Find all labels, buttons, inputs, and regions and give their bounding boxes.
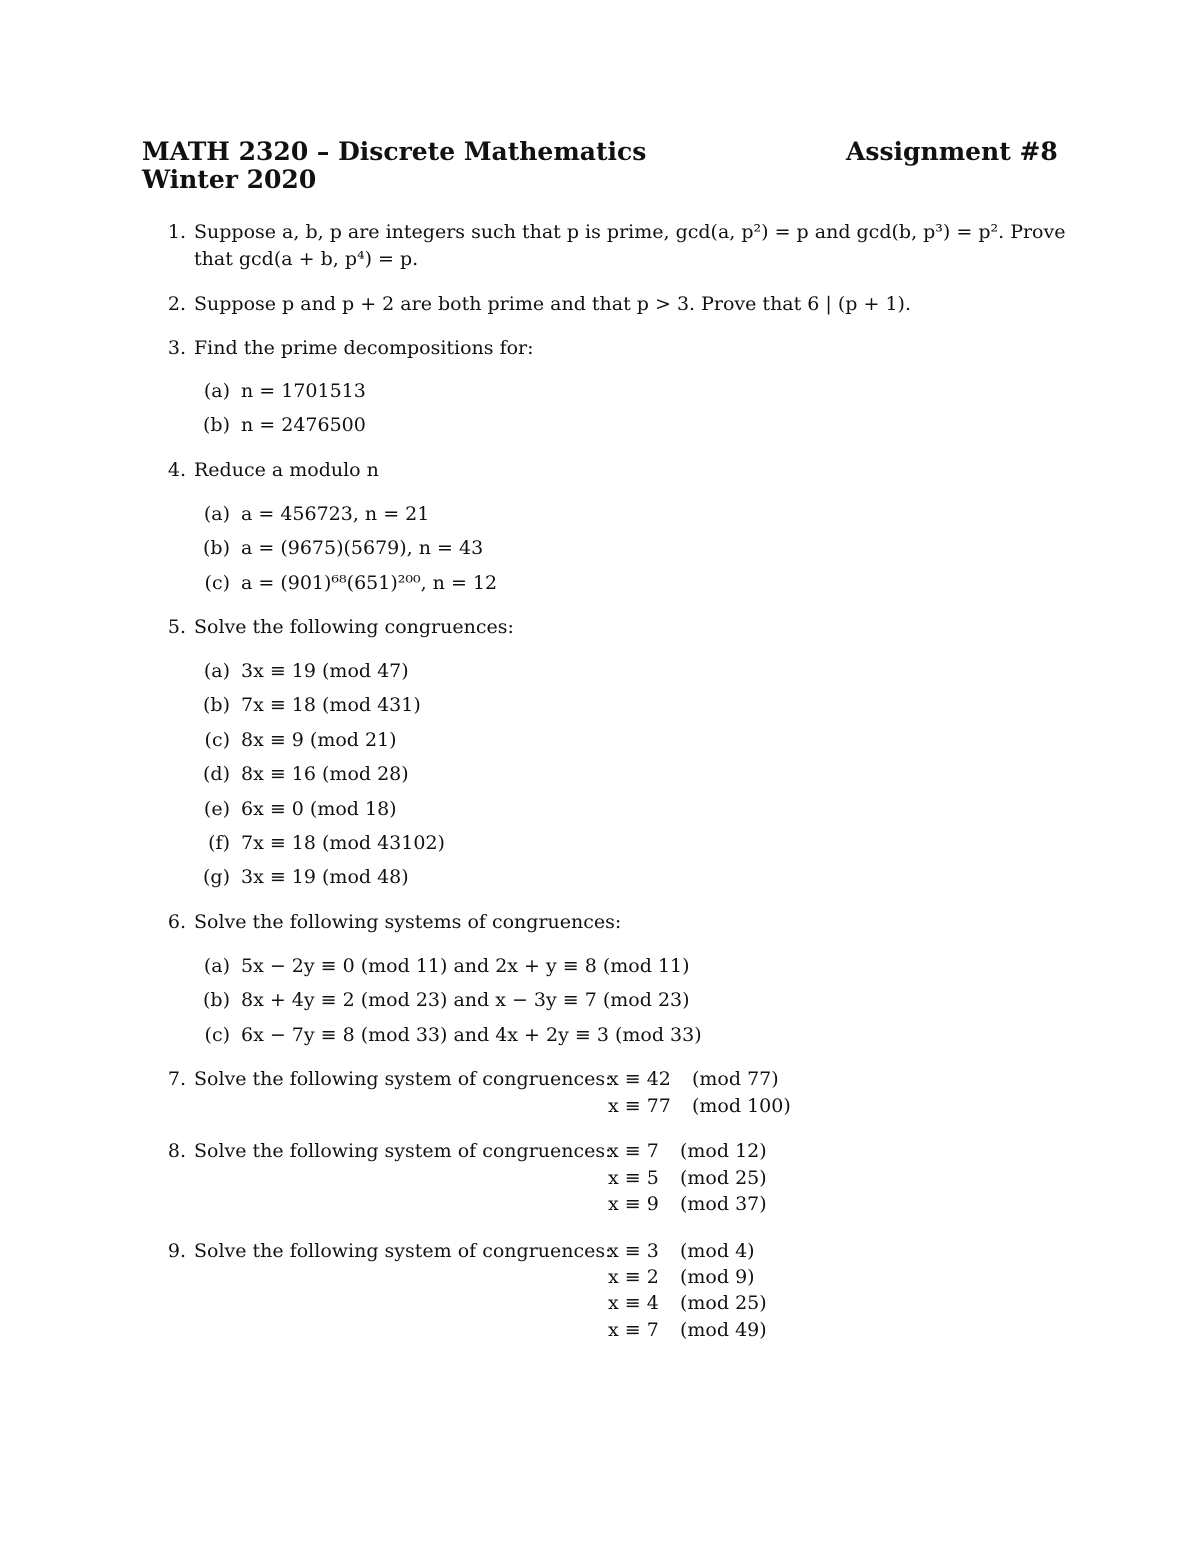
course-title: MATH 2320 – Discrete Mathematics bbox=[142, 137, 647, 166]
system-modulus: (mod 77) bbox=[692, 1068, 779, 1090]
part-label: (d) bbox=[203, 763, 230, 785]
part-text: a = (9675)(5679), n = 43 bbox=[241, 537, 484, 559]
part-label: (g) bbox=[203, 866, 230, 888]
problem-6-text: Solve the following systems of congruences: bbox=[194, 911, 622, 933]
part-text: 6x ≡ 0 (mod 18) bbox=[241, 798, 397, 820]
assignment-number: Assignment #8 bbox=[846, 137, 1058, 166]
part-text: 3x ≡ 19 (mod 48) bbox=[241, 866, 409, 888]
problem-8-text: Solve the following system of congruences: bbox=[194, 1140, 612, 1162]
system-modulus: (mod 100) bbox=[692, 1095, 791, 1117]
part-text: 8x ≡ 16 (mod 28) bbox=[241, 763, 409, 785]
part-label: (c) bbox=[204, 729, 230, 751]
problem-number: 6. bbox=[167, 911, 186, 933]
part-text: n = 1701513 bbox=[241, 380, 366, 402]
part-label: (a) bbox=[203, 660, 230, 682]
problem-4-text: Reduce a modulo n bbox=[194, 459, 379, 481]
part-text: 7x ≡ 18 (mod 431) bbox=[241, 694, 421, 716]
system-equation: x ≡ 5 bbox=[608, 1167, 659, 1189]
problem-1-line-1: Suppose a, b, p are integers such that p is prime, gcd(a, p²) = p and gcd(b, p³) = p². Prove bbox=[194, 221, 1066, 243]
problem-number: 9. bbox=[167, 1240, 186, 1262]
system-modulus: (mod 9) bbox=[680, 1266, 755, 1288]
system-modulus: (mod 37) bbox=[680, 1193, 767, 1215]
system-equation: x ≡ 9 bbox=[608, 1193, 659, 1215]
system-equation: x ≡ 7 bbox=[608, 1140, 659, 1162]
part-text: n = 2476500 bbox=[241, 414, 366, 436]
problem-2-text: Suppose p and p + 2 are both prime and that p > 3. Prove that 6 | (p + 1). bbox=[194, 293, 911, 315]
system-equation: x ≡ 4 bbox=[608, 1292, 659, 1314]
problem-number: 5. bbox=[167, 616, 186, 638]
system-equation: x ≡ 7 bbox=[608, 1319, 659, 1341]
system-equation: x ≡ 3 bbox=[608, 1240, 659, 1262]
problem-9-text: Solve the following system of congruences: bbox=[194, 1240, 612, 1262]
part-text: a = (901)⁶⁸(651)²⁰⁰, n = 12 bbox=[241, 572, 498, 594]
part-label: (a) bbox=[203, 380, 230, 402]
problem-1-line-2: that gcd(a + b, p⁴) = p. bbox=[194, 248, 419, 270]
part-label: (b) bbox=[203, 537, 230, 559]
part-text: 7x ≡ 18 (mod 43102) bbox=[241, 832, 445, 854]
part-text: 5x − 2y ≡ 0 (mod 11) and 2x + y ≡ 8 (mod 11) bbox=[241, 955, 690, 977]
part-text: 8x + 4y ≡ 2 (mod 23) and x − 3y ≡ 7 (mod 23) bbox=[241, 989, 690, 1011]
system-equation: x ≡ 77 bbox=[608, 1095, 671, 1117]
part-label: (a) bbox=[203, 503, 230, 525]
part-label: (b) bbox=[203, 989, 230, 1011]
problem-number: 1. bbox=[167, 221, 186, 243]
problem-number: 3. bbox=[167, 337, 186, 359]
part-label: (b) bbox=[203, 694, 230, 716]
problem-number: 4. bbox=[167, 459, 186, 481]
problem-number: 2. bbox=[167, 293, 186, 315]
part-label: (b) bbox=[203, 414, 230, 436]
part-text: 6x − 7y ≡ 8 (mod 33) and 4x + 2y ≡ 3 (mod 33) bbox=[241, 1024, 702, 1046]
problem-number: 7. bbox=[167, 1068, 186, 1090]
part-text: a = 456723, n = 21 bbox=[241, 503, 430, 525]
system-modulus: (mod 25) bbox=[680, 1167, 767, 1189]
system-modulus: (mod 49) bbox=[680, 1319, 767, 1341]
part-text: 3x ≡ 19 (mod 47) bbox=[241, 660, 409, 682]
system-modulus: (mod 25) bbox=[680, 1292, 767, 1314]
term: Winter 2020 bbox=[142, 165, 317, 194]
part-label: (f) bbox=[208, 832, 230, 854]
problem-7-text: Solve the following system of congruences: bbox=[194, 1068, 612, 1090]
system-equation: x ≡ 2 bbox=[608, 1266, 659, 1288]
part-label: (c) bbox=[204, 1024, 230, 1046]
problem-number: 8. bbox=[167, 1140, 186, 1162]
system-modulus: (mod 4) bbox=[680, 1240, 755, 1262]
system-modulus: (mod 12) bbox=[680, 1140, 767, 1162]
part-label: (a) bbox=[203, 955, 230, 977]
system-equation: x ≡ 42 bbox=[608, 1068, 671, 1090]
problem-5-text: Solve the following congruences: bbox=[194, 616, 514, 638]
problem-3-text: Find the prime decompositions for: bbox=[194, 337, 534, 359]
part-text: 8x ≡ 9 (mod 21) bbox=[241, 729, 397, 751]
part-label: (e) bbox=[203, 798, 230, 820]
part-label: (c) bbox=[204, 572, 230, 594]
